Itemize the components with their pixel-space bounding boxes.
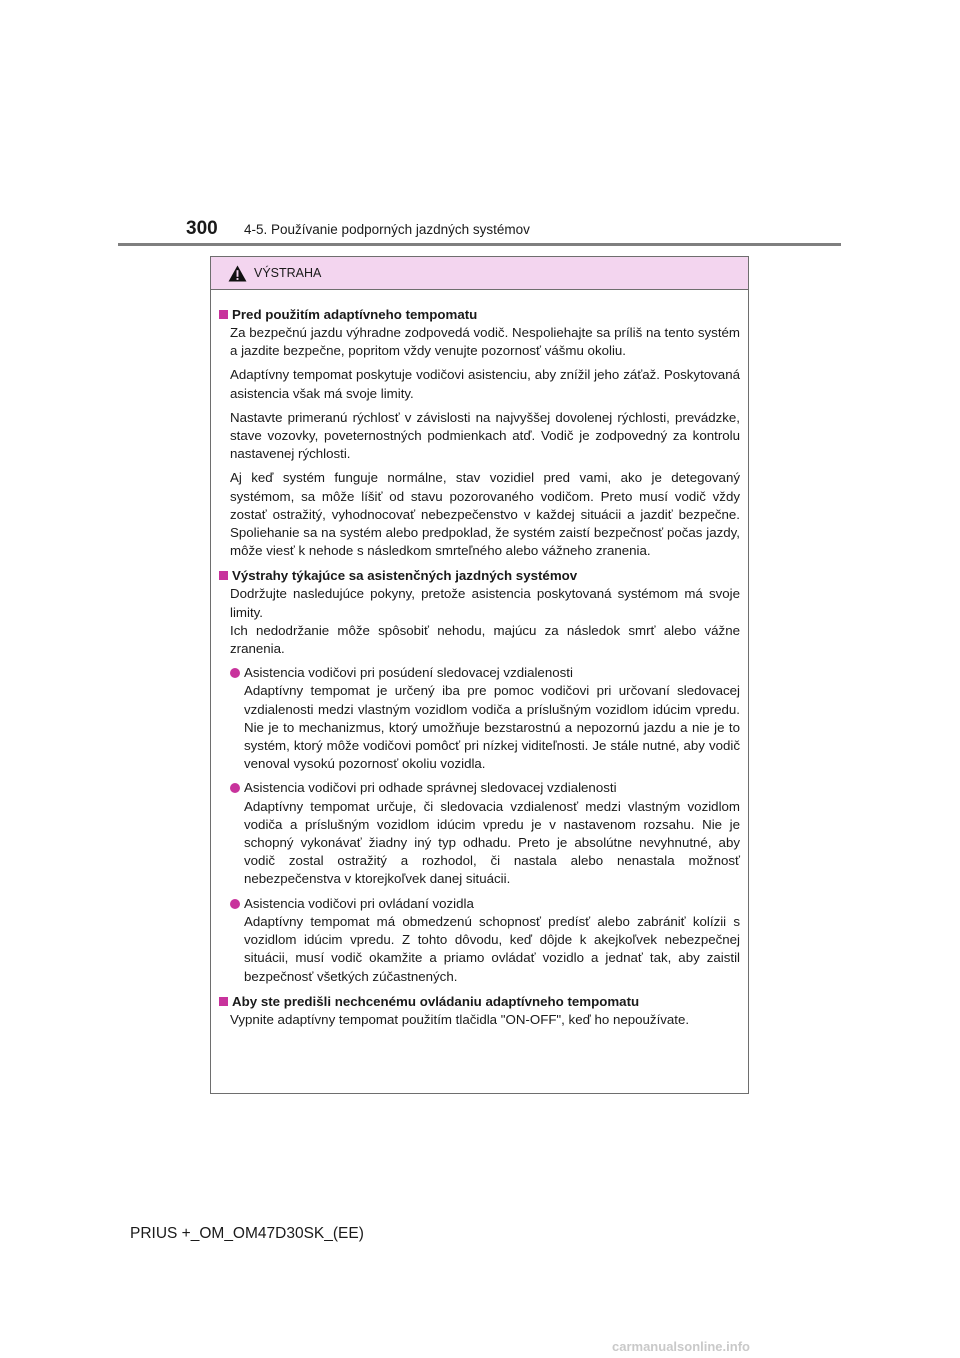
sub-item-content (244, 895, 740, 986)
warning-body (211, 290, 748, 1029)
warning-triangle-icon (228, 265, 247, 282)
sub-item-title: Asistencia vodičovi pri ovládaní vozidla (244, 895, 474, 911)
sub-item (230, 779, 740, 888)
sub-item-title: Asistencia vodičovi pri odhade správnej sledovacej vzdialenosti (244, 780, 617, 796)
watermark: carmanualsonline.info (612, 1339, 750, 1354)
square-bullet-icon (219, 310, 228, 319)
footer-code: PRIUS +_OM_OM47D30SK_(EE) (130, 1225, 364, 1242)
sub-item (230, 895, 740, 986)
section-heading-text: Aby ste predišli nechcenému ovládaniu adaptívneho tempomatu (232, 993, 640, 1009)
sub-item-text: Adaptívny tempomat má obmedzenú schopnosť predísť alebo zabrániť kolízii s vozidlom idúcim vpredu. Z tohto dôvodu, keď dôjde k akejkoľvek nebezpečnej situácii, musí vodič okamžite a priamo ovládať vozidlo a jednať tak, aby zaistil bezpečnosť všetkých zúčastnených. (244, 913, 740, 984)
sub-item-content (244, 664, 740, 773)
sub-item-content (244, 779, 740, 888)
warning-title: VÝSTRAHA (254, 266, 322, 280)
paragraph: Adaptívny tempomat poskytuje vodičovi asistenciu, aby znížil jeho záťaž. Poskytovaná asistencia však má svoje limity. (230, 367, 740, 401)
section-heading (217, 992, 740, 1011)
paragraph: Vypnite adaptívny tempomat použitím tlačidla "ON-OFF", keď ho nepoužívate. (230, 1011, 690, 1027)
header-rule (118, 243, 841, 246)
warning-box (210, 256, 749, 1094)
paragraph: Aj keď systém funguje normálne, stav vozidiel pred vami, ako je detegovaný systémom, sa môže líšiť od stavu pozorovaného vodičom. Preto musí vodič vždy zostať ostražitý, vyhodnocovať nebezpečenstvo v každej situácii a jazdiť bezpečne. Spoliehanie sa na systém alebo predpoklad, že systém zaistí bezpečnosť počas jazdy, môže viesť k nehode s následkom smrteľného alebo vážneho zranenia. (230, 470, 740, 559)
intro-line: Dodržujte nasledujúce pokyny, pretože asistencia poskytovaná systémom má svoje limity. (230, 586, 740, 620)
page-number: 300 (186, 218, 218, 239)
sub-item-text: Adaptívny tempomat určuje, či sledovacia vzdialenosť medzi vlastným vozidlom vodiča a príslušným vozidlom idúcim vpredu je v nastavenom rozsahu. Nie je schopný vykonávať žiadny iný typ odhadu. Preto je absolútne nevyhnutné, aby vodič zostal ostražitý a rozhodol, či nastala alebo nenastala možnosť nebezpečenstva v ktorejkoľvek danej situácii. (244, 798, 740, 887)
square-bullet-icon (219, 571, 228, 580)
section-heading (217, 305, 740, 324)
sub-item (230, 664, 740, 773)
section-heading-text: Pred použitím adaptívneho tempomatu (232, 307, 478, 322)
intro-line: Ich nedodržanie môže spôsobiť nehodu, majúcu za následok smrť alebo vážne zranenia. (230, 622, 740, 657)
dot-bullet-icon (230, 783, 240, 793)
square-bullet-icon (219, 997, 228, 1006)
dot-bullet-icon (230, 668, 240, 678)
sub-item-title: Asistencia vodičovi pri posúdení sledovacej vzdialenosti (244, 665, 573, 681)
section-title: 4-5. Používanie podporných jazdných systémov (244, 222, 530, 237)
paragraph: Za bezpečnú jazdu výhradne zodpovedá vodič. Nespoliehajte sa príliš na tento systém a jazdite bezpečne, popritom vždy venujte pozornosť vášmu okoliu. (230, 325, 740, 359)
section-heading-text: Výstrahy týkajúce sa asistenčných jazdných systémov (232, 568, 578, 584)
paragraph: Nastavte primeranú rýchlosť v závislosti na najvyššej dovolenej rýchlosti, prevádzke, stave vozovky, poveternostných podmienkach atď. Vodič je zodpovedný za kontrolu nastavenej rýchlosti. (230, 409, 740, 462)
section-heading (217, 566, 740, 585)
dot-bullet-icon (230, 899, 240, 909)
warning-header (211, 257, 748, 290)
sub-item-text: Adaptívny tempomat je určený iba pre pomoc vodičovi pri určovaní sledovacej vzdialenosti medzi vlastným vozidlom vodiča a príslušným vozidlom idúcim vpredu. Nie je to mechanizmus, ktorý umožňuje bezstarostnú a nepozornú jazdu a nie je to systém, ktorý môže vodičovi pomôcť pri nízkej viditeľnosti. Je stále nutné, aby vodič venoval vysokú pozornosť okoliu vozidla. (244, 683, 740, 772)
